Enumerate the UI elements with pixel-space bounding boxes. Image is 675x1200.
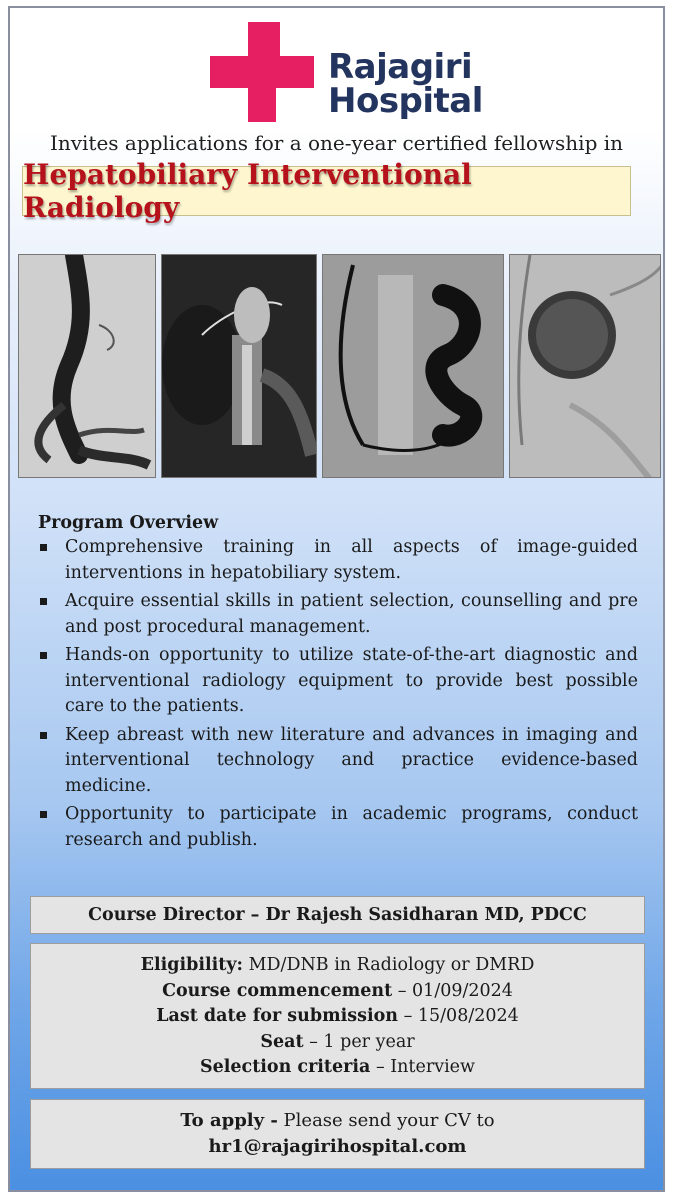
overview-item: Keep abreast with new literature and advances in imaging and interventional technology and practice evidence-based medicine. bbox=[38, 723, 638, 800]
program-overview bbox=[38, 513, 638, 856]
logo-name-line1: Rajagiri bbox=[328, 47, 473, 87]
eligibility-box bbox=[30, 943, 645, 1089]
commencement-label: Course commencement bbox=[162, 980, 393, 1001]
hospital-logo bbox=[210, 18, 490, 128]
commencement-line bbox=[31, 979, 644, 1005]
fluoroscopy-image-1 bbox=[18, 254, 156, 478]
apply-label: To apply - bbox=[180, 1110, 278, 1131]
commencement-value: – 01/09/2024 bbox=[392, 980, 513, 1001]
fluoroscopy-image-2 bbox=[161, 254, 317, 478]
radiology-image-strip bbox=[18, 254, 661, 480]
last-date-label: Last date for submission bbox=[156, 1006, 399, 1026]
eligibility-value: MD/DNB in Radiology or DMRD bbox=[243, 955, 535, 975]
program-title: Hepatobiliary Interventional Radiology bbox=[23, 158, 472, 224]
eligibility-line bbox=[31, 953, 644, 979]
fluoroscopy-image-3 bbox=[322, 254, 504, 478]
apply-email-link[interactable]: hr1@rajagirihospital.com bbox=[208, 1136, 467, 1157]
seat-line bbox=[31, 1030, 644, 1056]
apply-text: Please send your CV to bbox=[277, 1110, 495, 1131]
poster-frame bbox=[8, 6, 665, 1192]
seat-value: – 1 per year bbox=[303, 1031, 415, 1052]
seat-label: Seat bbox=[260, 1031, 304, 1052]
invites-text: Invites applications for a one-year certified fellowship in bbox=[49, 131, 624, 155]
medical-cross-icon bbox=[210, 22, 314, 122]
last-date-value: – 15/08/2024 bbox=[398, 1006, 519, 1026]
overview-heading: Program Overview bbox=[38, 513, 219, 533]
course-director: Course Director – Dr Rajesh Sasidharan MD, PDCC bbox=[88, 905, 587, 925]
apply-line bbox=[31, 1108, 644, 1134]
selection-line bbox=[31, 1055, 644, 1081]
logo-name-line2: Hospital bbox=[328, 81, 483, 121]
last-date-line bbox=[31, 1004, 644, 1030]
overview-item: Acquire essential skills in patient selection, counselling and pre and post procedural management. bbox=[38, 589, 638, 640]
program-title-box bbox=[22, 158, 631, 224]
overview-item: Opportunity to participate in academic programs, conduct research and publish. bbox=[38, 802, 638, 853]
course-director-box bbox=[30, 896, 645, 934]
selection-label: Selection criteria bbox=[199, 1057, 371, 1077]
fluoroscopy-image-4 bbox=[509, 254, 661, 478]
overview-item: Hands-on opportunity to utilize state-of-the-art diagnostic and interventional radiology equipment to provide best possible care to the patients. bbox=[38, 643, 638, 720]
overview-item: Comprehensive training in all aspects of image-guided interventions in hepatobiliary system. bbox=[38, 535, 638, 586]
overview-list bbox=[38, 535, 638, 853]
selection-value: – Interview bbox=[370, 1057, 476, 1077]
eligibility-label: Eligibility: bbox=[140, 955, 244, 975]
apply-box bbox=[30, 1099, 645, 1169]
